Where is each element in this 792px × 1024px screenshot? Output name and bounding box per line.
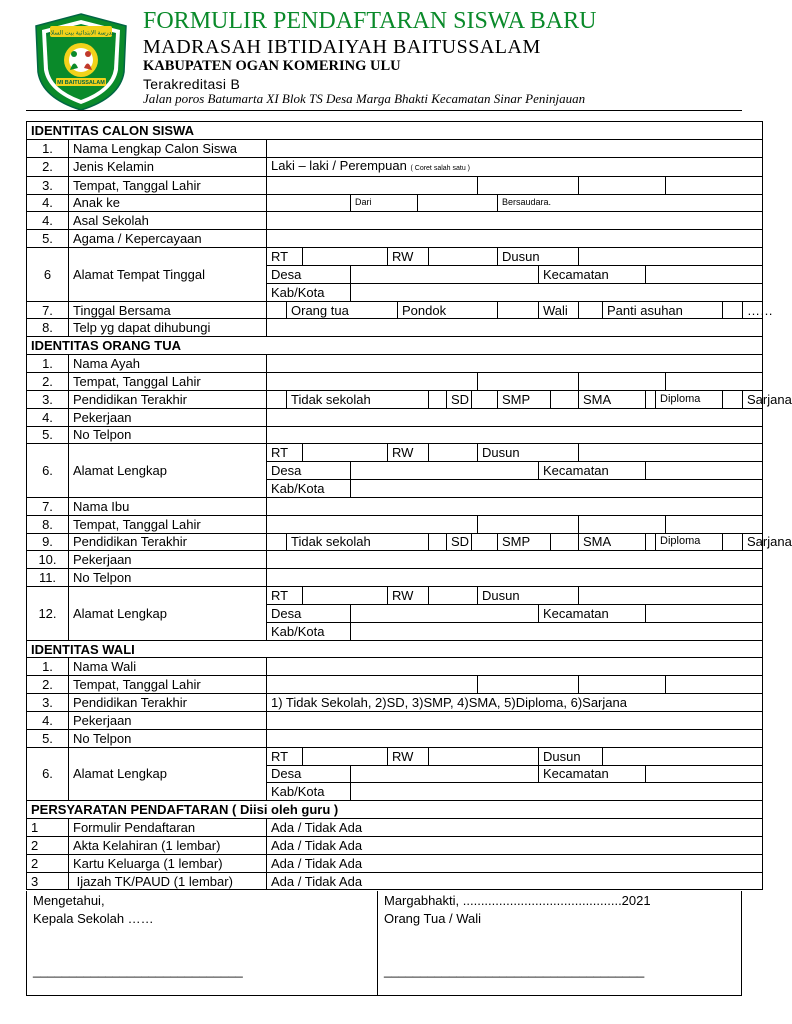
field-label: Tempat, Tanggal Lahir xyxy=(69,676,267,694)
table-row xyxy=(27,372,763,390)
field-label: Alamat Lengkap xyxy=(69,444,267,498)
option-label: Diploma xyxy=(656,533,723,551)
row-number: 2. xyxy=(27,157,69,176)
checkbox-sd[interactable] xyxy=(429,390,447,408)
input-desa[interactable] xyxy=(351,604,539,622)
rt-label: RT xyxy=(267,587,303,605)
input-telp[interactable] xyxy=(267,319,763,337)
field-label: Tempat, Tanggal Lahir xyxy=(69,372,267,390)
input-dusun[interactable] xyxy=(603,747,763,765)
table-row xyxy=(27,497,763,515)
input-anak-ke[interactable] xyxy=(267,194,351,212)
input-rt[interactable] xyxy=(303,587,388,605)
row-number: 4. xyxy=(27,408,69,426)
row-number: 9. xyxy=(27,533,69,551)
field-label: Pendidikan Terakhir xyxy=(69,533,267,551)
table-row xyxy=(27,355,763,373)
input-telpon-ayah[interactable] xyxy=(267,426,763,444)
table-row xyxy=(27,139,763,157)
field-label: Pendidikan Terakhir xyxy=(69,390,267,408)
input-telpon-wali[interactable] xyxy=(267,729,763,747)
signature-section xyxy=(26,891,742,996)
rw-label: RW xyxy=(388,747,429,765)
field-label: Anak ke xyxy=(69,194,267,212)
table-row xyxy=(27,658,763,676)
kab-label: Kab/Kota xyxy=(267,480,351,498)
option-label: SMA xyxy=(579,533,646,551)
checkbox-sarjana[interactable] xyxy=(723,390,743,408)
input-dusun[interactable] xyxy=(579,444,763,462)
input-tanggal[interactable] xyxy=(478,515,579,533)
row-number: 11. xyxy=(27,569,69,587)
gender-note: ( Coret salah satu ) xyxy=(410,164,471,172)
rt-label: RT xyxy=(267,248,303,266)
input-tempat-lahir[interactable] xyxy=(267,176,478,194)
education-options-wali[interactable]: 1) Tidak Sekolah, 2)SD, 3)SMP, 4)SMA, 5)Diploma, 6)Sarjana xyxy=(267,694,763,712)
option-label: SMA xyxy=(579,390,646,408)
rt-label: RT xyxy=(267,747,303,765)
row-number: 4. xyxy=(27,212,69,230)
row-number: 3 xyxy=(27,872,69,890)
requirement-label: Formulir Pendaftaran xyxy=(69,819,267,837)
kab-label: Kab/Kota xyxy=(267,622,351,640)
field-label: Tempat, Tanggal Lahir xyxy=(69,515,267,533)
option-label: …… xyxy=(743,301,763,319)
header-divider xyxy=(26,110,742,111)
input-kecamatan[interactable] xyxy=(646,265,763,283)
checkbox-tidak-sekolah[interactable] xyxy=(267,533,287,551)
checkbox-sarjana[interactable] xyxy=(723,533,743,551)
table-row xyxy=(27,819,763,837)
rw-label: RW xyxy=(388,587,429,605)
table-row xyxy=(27,872,763,890)
input-rt[interactable] xyxy=(303,747,388,765)
table-row xyxy=(27,729,763,747)
row-number: 8. xyxy=(27,515,69,533)
kecamatan-label: Kecamatan xyxy=(539,265,646,283)
input-agama[interactable] xyxy=(267,230,763,248)
checkbox-sma[interactable] xyxy=(551,390,579,408)
kab-label: Kab/Kota xyxy=(267,783,351,801)
field-label: Jenis Kelamin xyxy=(69,157,267,176)
field-label: No Telpon xyxy=(69,569,267,587)
checkbox-smp[interactable] xyxy=(472,533,498,551)
row-number: 7. xyxy=(27,301,69,319)
desa-label: Desa xyxy=(267,462,351,480)
input-bulan[interactable] xyxy=(579,676,666,694)
input-rw[interactable] xyxy=(429,587,478,605)
requirement-status[interactable]: Ada / Tidak Ada xyxy=(267,819,763,837)
checkbox-sd[interactable] xyxy=(429,533,447,551)
section-header-ortu xyxy=(27,337,763,355)
row-number: 6 xyxy=(27,248,69,302)
option-label: SD xyxy=(447,390,472,408)
field-label: Nama Lengkap Calon Siswa xyxy=(69,139,267,157)
checkbox-diploma[interactable] xyxy=(646,390,656,408)
table-row xyxy=(27,408,763,426)
checkbox-diploma[interactable] xyxy=(646,533,656,551)
school-logo-icon xyxy=(32,12,130,112)
dusun-label: Dusun xyxy=(539,747,603,765)
row-number: 1. xyxy=(27,355,69,373)
row-number: 3. xyxy=(27,176,69,194)
option-label: Wali xyxy=(539,301,579,319)
checkbox-sma[interactable] xyxy=(551,533,579,551)
input-nama-calon-siswa[interactable] xyxy=(267,139,763,157)
option-label: Orang tua xyxy=(287,301,398,319)
option-label: Sarjana xyxy=(743,533,763,551)
table-row xyxy=(27,176,763,194)
requirement-status[interactable]: Ada / Tidak Ada xyxy=(267,872,763,890)
field-label: Alamat Lengkap xyxy=(69,587,267,641)
table-row xyxy=(27,569,763,587)
principal-signature-line[interactable]: _____________________________ xyxy=(33,963,243,978)
row-number: 1. xyxy=(27,139,69,157)
address-row-rt xyxy=(27,444,763,462)
row-number: 2 xyxy=(27,836,69,854)
option-label: Pondok xyxy=(398,301,498,319)
table-row xyxy=(27,390,763,408)
kecamatan-label: Kecamatan xyxy=(539,765,646,783)
table-row xyxy=(27,836,763,854)
input-jumlah-saudara[interactable] xyxy=(418,194,498,212)
row-number: 2. xyxy=(27,372,69,390)
input-bulan[interactable] xyxy=(579,515,666,533)
row-number: 4. xyxy=(27,712,69,730)
table-row xyxy=(27,319,763,337)
guardian-label: Orang Tua / Wali xyxy=(384,911,482,926)
school-address: Jalan poros Batumarta XI Blok TS Desa Marga Bhakti Kecamatan Sinar Peninjauan xyxy=(143,91,586,106)
field-label: Nama Ayah xyxy=(69,355,267,373)
option-label: SD xyxy=(447,533,472,551)
field-label: No Telpon xyxy=(69,729,267,747)
table-row xyxy=(27,533,763,551)
requirement-status[interactable]: Ada / Tidak Ada xyxy=(267,836,763,854)
input-bulan[interactable] xyxy=(579,176,666,194)
input-kab-kota[interactable] xyxy=(351,480,763,498)
kab-label: Kab/Kota xyxy=(267,283,351,301)
input-tahun[interactable] xyxy=(666,372,763,390)
section-title: PERSYARATAN PENDAFTARAN ( Diisi oleh guru ) xyxy=(27,801,763,819)
input-rt[interactable] xyxy=(303,248,388,266)
requirement-label: Kartu Keluarga (1 lembar) xyxy=(69,854,267,872)
address-row-rt xyxy=(27,248,763,266)
dusun-label: Dusun xyxy=(478,587,579,605)
input-desa[interactable] xyxy=(351,462,539,480)
input-tahun[interactable] xyxy=(666,676,763,694)
option-label: Sarjana xyxy=(743,390,763,408)
rt-label: RT xyxy=(267,444,303,462)
regency-name: KABUPATEN OGAN KOMERING ULU xyxy=(143,58,401,74)
input-rw[interactable] xyxy=(429,444,478,462)
section-title: IDENTITAS CALON SISWA xyxy=(27,122,763,140)
table-row xyxy=(27,212,763,230)
table-row xyxy=(27,854,763,872)
row-number: 6. xyxy=(27,444,69,498)
guardian-signature-line[interactable]: ____________________________________ xyxy=(384,963,645,978)
field-label: Pekerjaan xyxy=(69,551,267,569)
input-kab-kota[interactable] xyxy=(351,622,763,640)
rw-label: RW xyxy=(388,248,429,266)
checkbox-orang-tua[interactable] xyxy=(267,301,287,319)
field-label: No Telpon xyxy=(69,426,267,444)
accreditation: Terakreditasi B xyxy=(143,76,241,92)
input-bulan[interactable] xyxy=(579,372,666,390)
section-header-syarat xyxy=(27,801,763,819)
form-header xyxy=(0,0,768,120)
field-label: Agama / Kepercayaan xyxy=(69,230,267,248)
input-tahun[interactable] xyxy=(666,515,763,533)
input-pekerjaan-ayah[interactable] xyxy=(267,408,763,426)
input-kab-kota[interactable] xyxy=(351,783,763,801)
from-label: Dari xyxy=(351,194,418,212)
form-title: FORMULIR PENDAFTARAN SISWA BARU xyxy=(143,8,597,34)
table-row xyxy=(27,676,763,694)
input-tempat-lahir-ayah[interactable] xyxy=(267,372,478,390)
row-number: 8. xyxy=(27,319,69,337)
input-tanggal[interactable] xyxy=(478,372,579,390)
section-header-siswa xyxy=(27,122,763,140)
section-title: IDENTITAS WALI xyxy=(27,640,763,658)
section-title: IDENTITAS ORANG TUA xyxy=(27,337,763,355)
table-row xyxy=(27,694,763,712)
address-row-rt xyxy=(27,587,763,605)
table-row xyxy=(27,230,763,248)
row-number: 12. xyxy=(27,587,69,641)
desa-label: Desa xyxy=(267,765,351,783)
principal-label: Kepala Sekolah …… xyxy=(33,911,154,926)
requirement-label: Ijazah TK/PAUD (1 lembar) xyxy=(69,872,267,890)
option-label: Diploma xyxy=(656,390,723,408)
logo-top-text: مدرسة الابتدائية بيت السلام xyxy=(46,30,116,37)
logo-bottom-text: MI BAITUSSALAM xyxy=(57,80,105,86)
row-number: 3. xyxy=(27,694,69,712)
input-kecamatan[interactable] xyxy=(646,462,763,480)
table-row xyxy=(27,157,763,176)
school-name: MADRASAH IBTIDAIYAH BAITUSSALAM xyxy=(143,36,541,58)
dusun-label: Dusun xyxy=(478,444,579,462)
checkbox-smp[interactable] xyxy=(472,390,498,408)
field-label: Asal Sekolah xyxy=(69,212,267,230)
kecamatan-label: Kecamatan xyxy=(539,604,646,622)
row-number: 6. xyxy=(27,747,69,801)
row-number: 1. xyxy=(27,658,69,676)
input-tahun[interactable] xyxy=(666,176,763,194)
field-label: Pekerjaan xyxy=(69,712,267,730)
table-row xyxy=(27,515,763,533)
checkbox-pondok[interactable] xyxy=(498,301,539,319)
checkbox-wali[interactable] xyxy=(579,301,603,319)
field-label: Pekerjaan xyxy=(69,408,267,426)
table-row xyxy=(27,712,763,730)
table-row xyxy=(27,301,763,319)
field-label: Pendidikan Terakhir xyxy=(69,694,267,712)
row-number: 3. xyxy=(27,390,69,408)
option-label: Tidak sekolah xyxy=(287,390,429,408)
input-kecamatan[interactable] xyxy=(646,765,763,783)
input-nama-ayah[interactable] xyxy=(267,355,763,373)
option-label: Panti asuhan xyxy=(603,301,723,319)
dusun-label: Dusun xyxy=(498,248,579,266)
row-number: 1 xyxy=(27,819,69,837)
row-number: 5. xyxy=(27,426,69,444)
input-telpon-ibu[interactable] xyxy=(267,569,763,587)
field-label: Nama Ibu xyxy=(69,497,267,515)
table-row xyxy=(27,551,763,569)
acknowledged-label: Mengetahui, xyxy=(33,893,105,908)
row-number: 2. xyxy=(27,676,69,694)
row-number: 5. xyxy=(27,230,69,248)
input-jenis-kelamin[interactable] xyxy=(267,157,763,176)
input-rt[interactable] xyxy=(303,444,388,462)
requirement-status[interactable]: Ada / Tidak Ada xyxy=(267,854,763,872)
row-number: 2 xyxy=(27,854,69,872)
field-label: Alamat Tempat Tinggal xyxy=(69,248,267,302)
input-nama-ibu[interactable] xyxy=(267,497,763,515)
input-tanggal[interactable] xyxy=(478,176,579,194)
section-header-wali xyxy=(27,640,763,658)
option-label: SMP xyxy=(498,390,551,408)
registration-form-table xyxy=(26,121,792,890)
footer-divider xyxy=(377,891,378,995)
input-pekerjaan-ibu[interactable] xyxy=(267,551,763,569)
input-pekerjaan-wali[interactable] xyxy=(267,712,763,730)
row-number: 5. xyxy=(27,729,69,747)
table-row xyxy=(27,426,763,444)
field-label: Tempat, Tanggal Lahir xyxy=(69,176,267,194)
desa-label: Desa xyxy=(267,604,351,622)
input-tempat-lahir-ibu[interactable] xyxy=(267,515,478,533)
option-label: Tidak sekolah xyxy=(287,533,429,551)
input-rw[interactable] xyxy=(429,747,539,765)
siblings-label: Bersaudara. xyxy=(498,194,763,212)
kecamatan-label: Kecamatan xyxy=(539,462,646,480)
option-label: SMP xyxy=(498,533,551,551)
field-label: Alamat Lengkap xyxy=(69,747,267,801)
row-number: 7. xyxy=(27,497,69,515)
input-nama-wali[interactable] xyxy=(267,658,763,676)
field-label: Telp yg dapat dihubungi xyxy=(69,319,267,337)
checkbox-tidak-sekolah[interactable] xyxy=(267,390,287,408)
input-desa[interactable] xyxy=(351,265,539,283)
place-date-line[interactable]: Margabhakti, ............................................2021 xyxy=(384,893,651,908)
input-kab-kota[interactable] xyxy=(351,283,763,301)
checkbox-panti-asuhan[interactable] xyxy=(723,301,743,319)
gender-options: Laki – laki / Perempuan xyxy=(271,157,407,173)
input-tanggal[interactable] xyxy=(478,676,579,694)
input-dusun[interactable] xyxy=(579,248,763,266)
row-number: 10. xyxy=(27,551,69,569)
input-asal-sekolah[interactable] xyxy=(267,212,763,230)
field-label: Nama Wali xyxy=(69,658,267,676)
table-row xyxy=(27,194,763,212)
input-desa[interactable] xyxy=(351,765,539,783)
input-rw[interactable] xyxy=(429,248,498,266)
input-kecamatan[interactable] xyxy=(646,604,763,622)
input-tempat-lahir-wali[interactable] xyxy=(267,676,478,694)
row-number: 4. xyxy=(27,194,69,212)
address-row-rt xyxy=(27,747,763,765)
input-dusun[interactable] xyxy=(579,587,763,605)
rw-label: RW xyxy=(388,444,429,462)
field-label: Tinggal Bersama xyxy=(69,301,267,319)
requirement-label: Akta Kelahiran (1 lembar) xyxy=(69,836,267,854)
desa-label: Desa xyxy=(267,265,351,283)
